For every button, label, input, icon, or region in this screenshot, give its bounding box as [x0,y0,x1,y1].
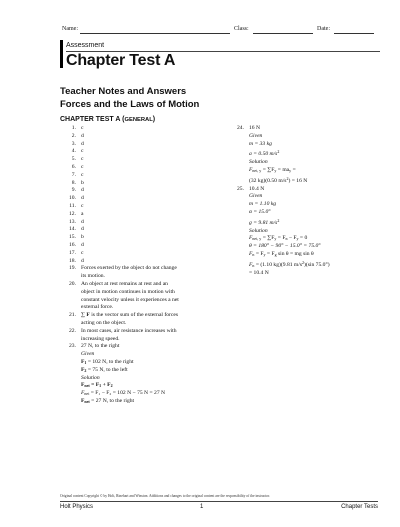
answer-row [60,133,230,141]
heading-teacher-notes: Teacher Notes and Answers [60,86,187,97]
question-number: 8. [71,179,76,186]
answer-letter: d [81,241,84,248]
answer-row [60,156,230,164]
answer-row [60,219,230,227]
answer-letter: d [81,257,84,264]
date-line [334,33,374,34]
answer-row [60,258,230,266]
question-number: 5. [71,156,76,163]
section-label: Assessment [66,42,105,49]
answer-row [60,242,230,250]
answer-letter: d [81,226,84,233]
answer-row [60,187,230,195]
question-number: 2. [71,132,76,139]
answer-row [60,125,230,133]
answer-row [60,226,230,234]
answer-25: 25. 10.4 N Given m = 1.10 kg α = 15.0° g = 9.81 $m/s^2$ Solution $F_{net, y} = \sum F_y = F_n - F_y = 0$ θ = 180° − 90° − 15.0° = 75.0° $F_n = F_y = F_g$ sin θ = mg sin θ $F_n = (1.10$ kg)(9.81 $m/s^2)(\sin$ 75.0°) = 10.4 N [237,185,330,276]
answer-column-right [228,125,388,277]
answer-19: 19. Forces exerted by the object do not change its motion. [69,265,177,280]
answer-letter: c [81,249,84,256]
answer-row [60,203,230,211]
answer-21: 21. ∑ F is the vector sum of the external forces acting on the object. [69,312,179,326]
date-label: Date: [317,26,330,32]
answer-row [60,234,230,242]
class-line [253,33,313,34]
answer-row [60,164,230,172]
heading-topic: Forces and the Laws of Motion [60,99,200,110]
copyright-notice: Original content Copyright © by Holt, Rinehart and Winston. Additions and changes to the original content are the responsibility of the instructor. [60,494,270,498]
answer-letter: d [81,140,84,147]
answer-row [60,172,230,180]
question-number: 13. [69,218,76,225]
answer-row [60,250,230,258]
footer-rule [60,501,378,502]
question-number: 1. [71,125,76,131]
answer-letter: c [81,125,84,131]
question-number: 12. [69,210,76,217]
footer-section: Chapter Tests [341,504,378,510]
answer-row [60,211,230,219]
answer-23: 23. 27 N, to the right Given $F_1 = 102$ N, to the right $F_2 = 75$ N, to the left Solution $F_{net} = F_1 + F_2$ $F_{net} = F_1 - F_2 = 102$ N − 75 N = 27 N $F_{net} = 27$ N, to the right [69,343,166,404]
name-line [80,33,230,34]
section-marker-bar [60,40,63,68]
question-number: 16. [69,241,76,248]
answer-column-left [60,125,230,406]
question-number: 15. [69,234,76,241]
answer-row [60,148,230,156]
class-label: Class: [234,26,249,32]
answer-letter: c [81,171,84,178]
question-number: 18. [69,257,76,264]
question-number: 11. [69,202,76,209]
subheading: CHAPTER TEST A (GENERAL) [60,116,156,123]
page-number: 1 [200,504,204,510]
question-number: 7. [71,171,76,178]
answer-letter: d [81,218,84,225]
answer-letter: b [81,234,84,241]
answer-letter: c [81,156,84,163]
answer-letter: c [81,148,84,155]
answer-letter: d [81,132,84,139]
answer-20: 20. An object at rest remains at rest and an object in motion continues in motion with constant velocity unless it experiences a net external force. [69,280,179,311]
answer-letter: a [81,210,84,217]
answer-22: 22. In most cases, air resistance increases with increasing speed. [69,327,177,342]
question-number: 3. [71,140,76,147]
answer-row [60,195,230,203]
answer-row [60,141,230,149]
name-label: Name: [62,26,78,32]
answer-letter: c [81,202,84,209]
answer-letter: d [81,195,84,202]
answer-letter: c [81,163,84,170]
question-number: 6. [71,163,76,170]
answer-24: 24. 16 N Given m = 33 kg a = 0.50 $m/s^2$ Solution $F_{net, y} = \sum F_y = ma_y$ = (32 kg)(0.50 $m/s^2) = 16$ N [237,125,308,184]
worksheet-header [62,26,374,38]
page-title: Chapter Test A [66,52,176,69]
answer-letter: d [81,187,84,194]
question-number: 14. [69,226,76,233]
question-number: 10. [69,195,76,202]
question-number: 9. [71,187,76,194]
question-number: 4. [71,148,76,155]
answer-letter: b [81,179,84,186]
footer-book: Holt Physics [60,504,94,510]
multiple-choice-list [60,125,230,265]
answer-row [60,180,230,188]
question-number: 17. [69,249,76,256]
